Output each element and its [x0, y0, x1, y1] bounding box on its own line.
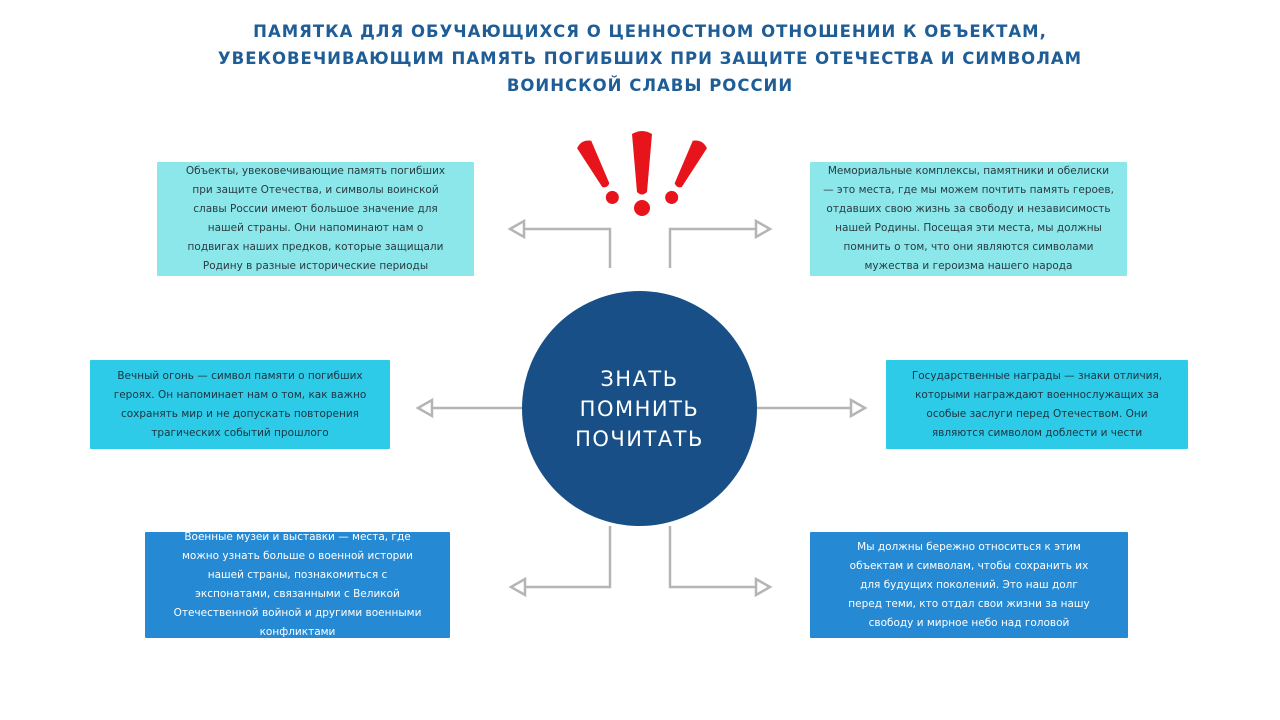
- box-text-line: Отечественной войной и другими военными: [173, 607, 422, 619]
- box-text-line: конфликтами: [259, 626, 336, 638]
- box-text-line: — это места, где мы можем почтить память героев,: [823, 184, 1114, 196]
- box-text-line: Объекты, увековечивающие память погибших: [185, 165, 446, 177]
- center-text-remember: ПОМНИТЬ: [579, 396, 700, 421]
- box-text-line: отдавших свою жизнь за свободу и независимость: [826, 203, 1111, 215]
- connector-top-right: [670, 229, 758, 268]
- title-line-2: УВЕКОВЕЧИВАЮЩИМ ПАМЯТЬ ПОГИБШИХ ПРИ ЗАЩИТЕ ОТЕЧЕСТВА И СИМВОЛАМ: [217, 49, 1083, 68]
- box-text-line: Государственные награды — знаки отличия,: [911, 369, 1163, 382]
- box-text-line: подвигах наших предков, которые защищали: [187, 241, 444, 253]
- box-text-line: которыми награждают военнослужащих за: [915, 388, 1159, 401]
- box-text-line: для будущих поколений. Это наш долг: [860, 578, 1078, 591]
- connector-top-left: [522, 229, 610, 268]
- box-text-line: Мемориальные комплексы, памятники и обелиски: [827, 165, 1110, 177]
- center-text-know: ЗНАТЬ: [600, 366, 679, 391]
- central-circle: [522, 291, 757, 526]
- connector-bottom-left: [524, 526, 610, 587]
- box-text-line: перед теми, кто отдал свои жизни за нашу: [848, 597, 1090, 610]
- info-box-our-duty: [810, 532, 1128, 638]
- box-text-line: Вечный огонь — символ памяти о погибших: [117, 369, 363, 382]
- info-box-memorials: [810, 162, 1127, 276]
- info-box-state-awards: [886, 360, 1188, 449]
- box-text-line: славы России имеют большое значение для: [193, 203, 438, 215]
- box-text-line: помнить о том, что они являются символами: [843, 241, 1094, 253]
- box-text-line: при защите Отечества, и символы воинской: [192, 184, 439, 196]
- arrowhead-bottom-right: [756, 579, 770, 595]
- box-text-line: Родину в разные исторические периоды: [202, 260, 429, 272]
- box-text-line: трагических событий прошлого: [151, 426, 329, 439]
- info-box-military-museums: [145, 532, 450, 638]
- arrowhead-middle-left: [418, 400, 432, 416]
- box-text-line: нашей страны, познакомиться с: [207, 569, 388, 581]
- info-box-eternal-flame: [90, 360, 390, 449]
- box-text-line: сохранять мир и не допускать повторения: [120, 407, 359, 420]
- box-text-line: нашей Родины. Посещая эти места, мы должны: [835, 222, 1102, 234]
- arrowhead-bottom-left: [511, 579, 525, 595]
- connector-bottom-right: [670, 526, 757, 587]
- box-text-line: героях. Он напоминает нам о том, как важно: [113, 388, 367, 401]
- exclamation-marks-icon: [572, 128, 712, 223]
- box-text-line: Мы должны бережно относиться к этим: [857, 540, 1081, 553]
- box-text-line: экспонатами, связанными с Великой: [195, 588, 400, 600]
- box-text-line: Военные музеи и выставки — места, где: [184, 531, 411, 543]
- box-text-line: нашей страны. Они напоминают нам о: [207, 222, 424, 234]
- arrowhead-top-left: [510, 221, 524, 237]
- box-text-line: особые заслуги перед Отечеством. Они: [926, 407, 1148, 420]
- arrowhead-top-right: [756, 221, 770, 237]
- title-line-1: ПАМЯТКА ДЛЯ ОБУЧАЮЩИХСЯ О ЦЕННОСТНОМ ОТНОШЕНИИ К ОБЪЕКТАМ,: [253, 22, 1047, 41]
- box-text-line: являются символом доблести и чести: [931, 426, 1143, 439]
- box-text-line: свободу и мирное небо над головой: [868, 616, 1070, 629]
- info-box-monuments-importance: [157, 162, 474, 276]
- box-text-line: можно узнать больше о военной истории: [182, 550, 413, 562]
- title-line-3: ВОИНСКОЙ СЛАВЫ РОССИИ: [506, 76, 794, 95]
- center-text-honor: ПОЧИТАТЬ: [575, 426, 704, 451]
- box-text-line: объектам и символам, чтобы сохранить их: [849, 559, 1089, 572]
- arrowhead-middle-right: [851, 400, 865, 416]
- box-text-line: мужества и героизма нашего народа: [864, 260, 1073, 272]
